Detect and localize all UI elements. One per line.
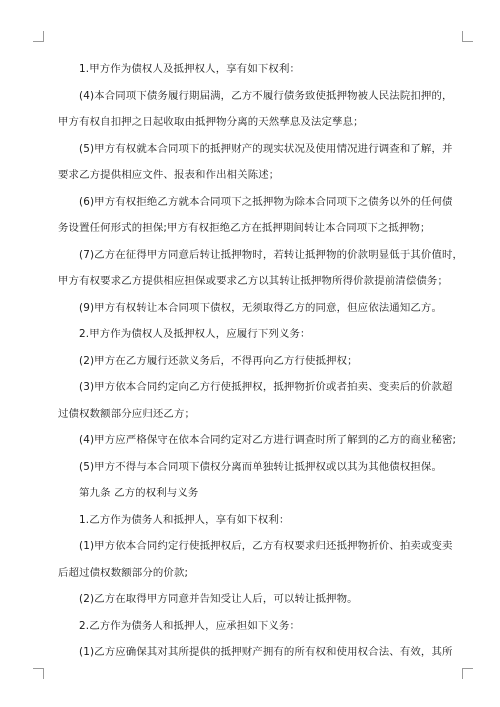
crop-mark-top-left [33,31,44,42]
section-heading: 第九条 乙方的权利与义务 [79,487,199,499]
paragraph-line: 甲方有权自扣押之日起收取由抵押物分离的天然孳息及法定孳息； [58,116,364,128]
paragraph-line: 过债权数额部分应归还乙方； [58,407,196,420]
crop-mark-bottom-left [33,668,44,679]
paragraph-line: 1.乙方作为债务人和抵押人，享有如下权利： [79,513,290,526]
paragraph-line: (5)甲方不得与本合同项下债权分离而单独转让抵押权或以其为其他债权担保。 [79,460,443,473]
document-body [58,63,464,659]
paragraph-line: (9)甲方有权转让本合同项下债权，无须取得乙方的同意，但应依法通知乙方。 [79,301,443,314]
crop-mark-top-right [462,31,473,42]
paragraph-line: (6)甲方有权拒绝乙方就本合同项下之抵押物为除本合同项下之债务以外的任何债 [79,195,453,208]
paragraph-line: (1)甲方依本合同约定行使抵押权后，乙方有权要求归还抵押物折价、拍卖或变卖 [79,540,453,552]
paragraph-line: (1)乙方应确保其对其所提供的抵押财产拥有的所有权和使用权合法、有效，其所 [79,646,453,658]
paragraph-line: (3)甲方依本合同约定向乙方行使抵押权，抵押物折价或者拍卖、变卖后的价款超 [79,381,453,393]
paragraph-line: 2.乙方作为债务人和抵押人，应承担如下义务： [79,619,301,632]
paragraph-line: 要求乙方提供相应文件、报表和作出相关陈述； [58,169,280,181]
paragraph-line: 1.甲方作为债权人及抵押权人，享有如下权利： [79,63,301,75]
paragraph-line: (7)乙方在征得甲方同意后转让抵押物时，若转让抵押物的价款明显低于其价值时， [79,248,464,261]
paragraph-line: 后超过债权数额部分的价款; [58,566,189,579]
paragraph-line: (2)甲方在乙方履行还款义务后，不得再向乙方行使抵押权； [79,354,358,367]
paragraph-line: (4)本合同项下债务履行期届满，乙方不履行债务致使抵押物被人民法院扣押的， [79,89,453,102]
crop-mark-bottom-right [462,668,473,679]
paragraph-line: (5)甲方有权就本合同项下的抵押财产的现实状况及使用情况进行调查和了解，并 [79,142,453,155]
paragraph-line: 务设置任何形式的担保;甲方有权拒绝乙方在抵押期间转让本合同项下之抵押物； [58,222,431,234]
paragraph-line: 2.甲方作为债权人及抵押权人，应履行下列义务： [79,328,311,340]
paragraph-line: (2)乙方在取得甲方同意并告知受让人后，可以转让抵押物。 [79,593,358,605]
paragraph-line: 甲方有权要求乙方提供相应担保或要求乙方以其转让抵押物所得价款提前清偿债务； [58,275,448,287]
paragraph-line: (4)甲方应严格保守在依本合同约定对乙方进行调查时所了解到的乙方的商业秘密; [79,434,457,446]
